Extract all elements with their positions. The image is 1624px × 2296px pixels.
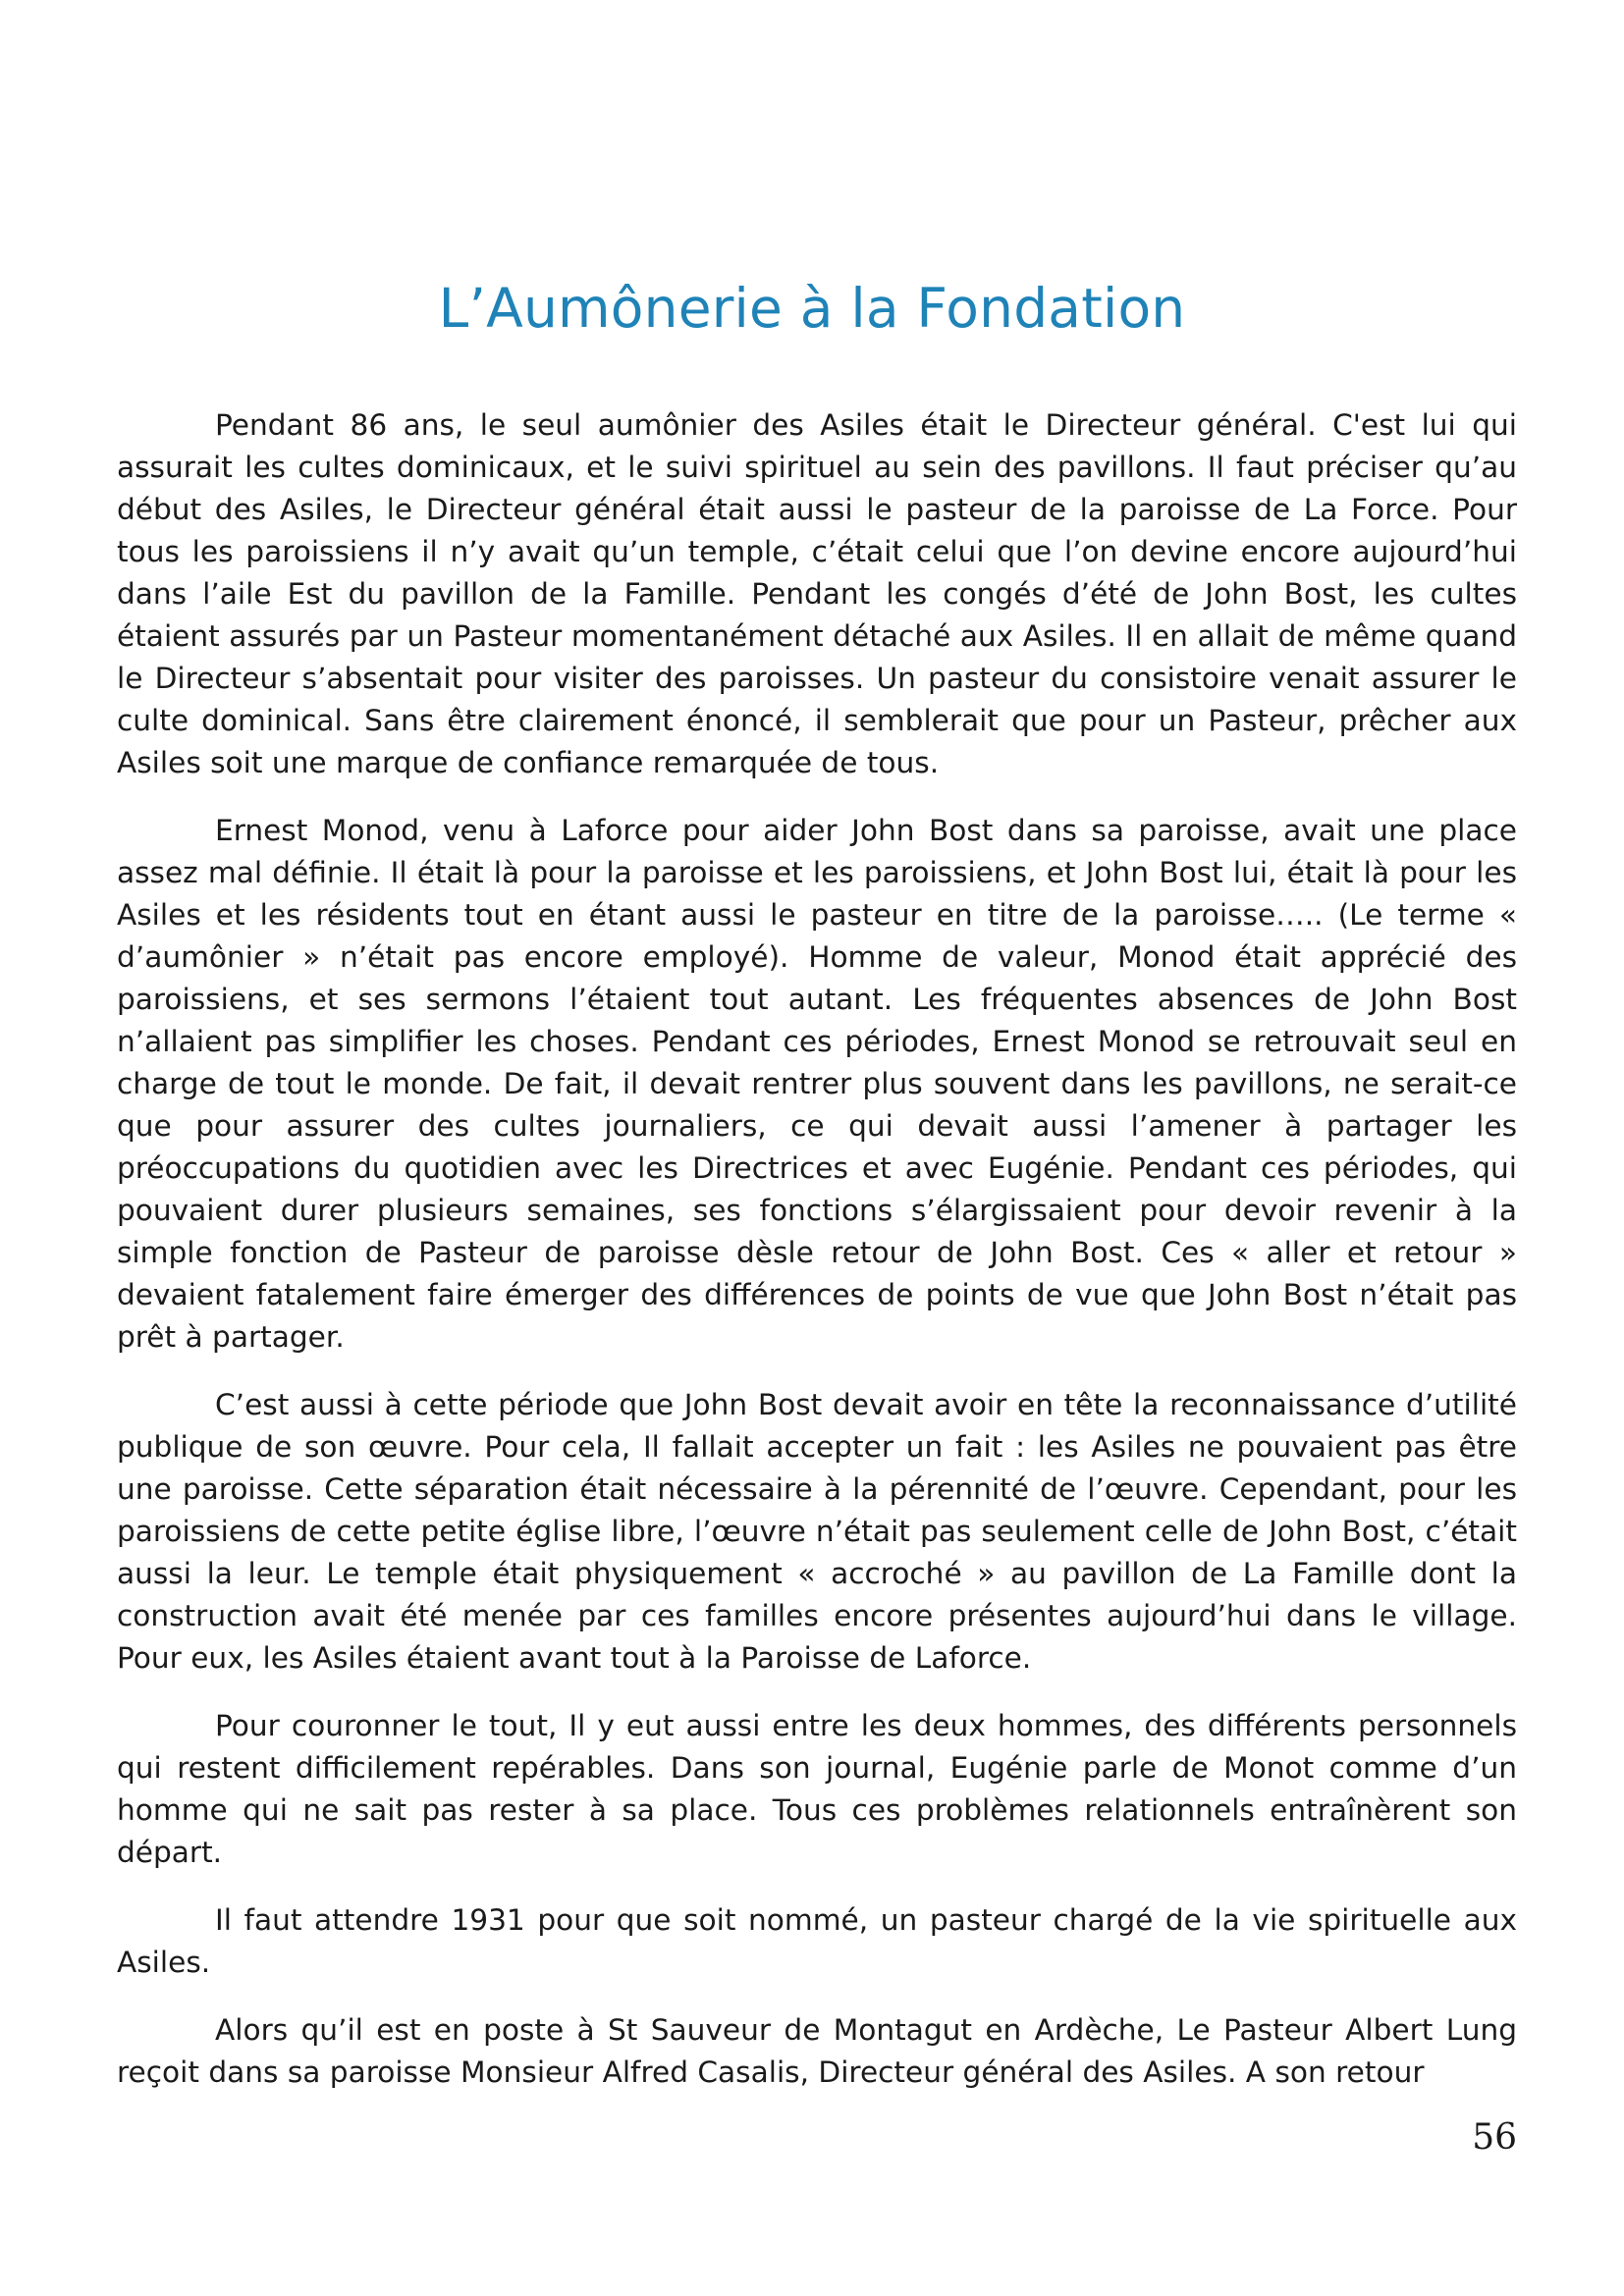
paragraph-1: Pendant 86 ans, le seul aumônier des Asiles était le Directeur général. C'est lui qui assurait les cultes dominicaux, et le suivi spirituel au sein des pavillons. Il faut préciser qu’au début des Asiles, le Directeur général était aussi le pasteur de la paroisse de La Force. Pour tous les paroissiens il n’y avait qu’un temple, c’était celui que l’on devine encore aujourd’hui dans l’aile Est du pavillon de la Famille. Pendant les congés d’été de John Bost, les cultes étaient assurés par un Pasteur momentanément détaché aux Asiles. Il en allait de même quand le Directeur s’absentait pour visiter des paroisses. Un pasteur du consistoire venait assurer le culte dominical. Sans être clairement énoncé, il semblerait que pour un Pasteur, prêcher aux Asiles soit une marque de confiance remarquée de tous. bbox=[117, 408, 1517, 779]
paragraph-4: Pour couronner le tout, Il y eut aussi entre les deux hommes, des différents personnels qui restent difficilement repérables. Dans son journal, Eugénie parle de Monot comme d’un homme qui ne sait pas rester à sa place. Tous ces problèmes relationnels entraînèrent son départ. bbox=[117, 1709, 1517, 1869]
body-text bbox=[117, 404, 1517, 2119]
paragraph-5: Il faut attendre 1931 pour que soit nommé, un pasteur chargé de la vie spirituelle aux Asiles. bbox=[117, 1903, 1517, 1979]
page-title: L’Aumônerie à la Fondation bbox=[438, 277, 1186, 340]
paragraph-3: C’est aussi à cette période que John Bost devait avoir en tête la reconnaissance d’utilité publique de son œuvre. Pour cela, Il fallait accepter un fait : les Asiles ne pouvaient pas être une paroisse. Cette séparation était nécessaire à la pérennité de l’œuvre. Cependant, pour les paroissiens de cette petite église libre, l’œuvre n’était pas seulement celle de John Bost, c’était aussi la leur. Le temple était physiquement « accroché » au pavillon de La Famille dont la construction avait été menée par ces familles encore présentes aujourd’hui dans le village. Pour eux, les Asiles étaient avant tout à la Paroisse de Laforce. bbox=[117, 1388, 1517, 1675]
paragraph-2: Ernest Monod, venu à Laforce pour aider John Bost dans sa paroisse, avait une place assez mal définie. Il était là pour la paroisse et les paroissiens, et John Bost lui, était là pour les Asiles et les résidents tout en étant aussi le pasteur en titre de la paroisse….. (Le terme « d’aumônier » n’était pas encore employé). Homme de valeur, Monod était apprécié des paroissiens, et ses sermons l’étaient tout autant. Les fréquentes absences de John Bost n’allaient pas simplifier les choses. Pendant ces périodes, Ernest Monod se retrouvait seul en charge de tout le monde. De fait, il devait rentrer plus souvent dans les pavillons, ne serait-ce que pour assurer des cultes journaliers, ce qui devait aussi l’amener à partager les préoccupations du quotidien avec les Directrices et avec Eugénie. Pendant ces périodes, qui pouvaient durer plusieurs semaines, ses fonctions s’élargissaient pour devoir revenir à la simple fonction de Pasteur de paroisse dèsle retour de John Bost. Ces « aller et retour » devaient fatalement faire émerger des différences de points de vue que John Bost n’était pas prêt à partager. bbox=[117, 814, 1517, 1354]
page-number: 56 bbox=[1472, 2117, 1517, 2158]
paragraph-6: Alors qu’il est en poste à St Sauveur de Montagut en Ardèche, Le Pasteur Albert Lung reçoit dans sa paroisse Monsieur Alfred Casalis, Directeur général des Asiles. A son retour bbox=[117, 2013, 1517, 2089]
